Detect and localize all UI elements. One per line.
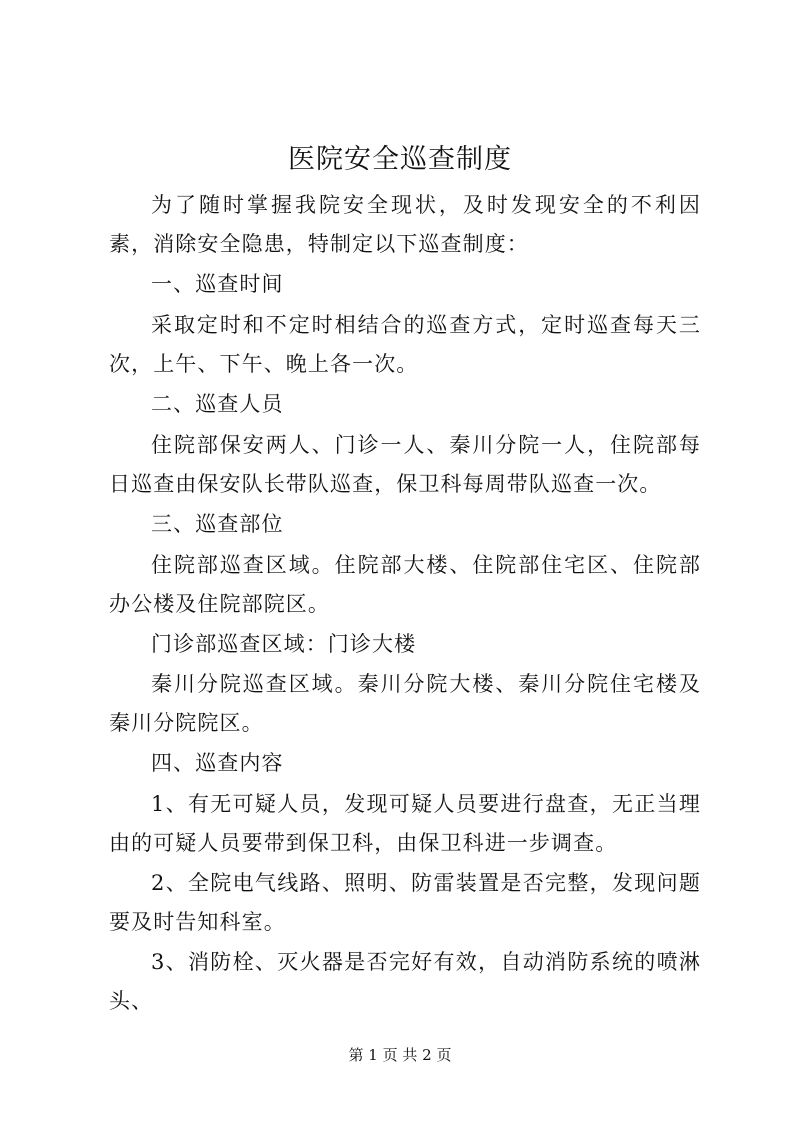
section-heading-content: 四、巡查内容 [151,751,284,775]
personnel-paragraph: 住院部保安两人、门诊一人、秦川分院一人，住院部每日巡查由保安队长带队巡查，保卫科每周带队巡查一次。 [109,433,701,496]
document-body [109,186,701,1022]
intro-paragraph: 为了随时掌握我院安全现状，及时发现安全的不利因素，消除安全隐患，特制定以下巡查制度： [109,193,701,256]
branch-area-paragraph: 秦川分院巡查区域。秦川分院大楼、秦川分院住宅楼及秦川分院院区。 [109,672,701,735]
section-heading-time: 一、巡查时间 [151,272,284,296]
content-item-2: 2、全院电气线路、照明、防雷装置是否完整，发现问题要及时告知科室。 [109,871,701,934]
inpatient-area-paragraph: 住院部巡查区域。住院部大楼、住院部住宅区、住院部办公楼及住院部院区。 [109,553,701,616]
outpatient-area-paragraph: 门诊部巡查区域：门诊大楼 [151,632,417,656]
document-title: 医院安全巡查制度 [288,144,512,175]
content-item-3: 3、消防栓、灭火器是否完好有效，自动消防系统的喷淋头、 [109,950,701,1013]
time-paragraph: 采取定时和不定时相结合的巡查方式，定时巡查每天三次，上午、下午、晚上各一次。 [109,313,701,376]
section-heading-locations: 三、巡查部位 [151,512,284,536]
page-footer: 第 1 页 共 2 页 [348,1046,452,1064]
content-item-1: 1、有无可疑人员，发现可疑人员要进行盘查，无正当理由的可疑人员要带到保卫科，由保卫科进一步调查。 [109,792,701,855]
section-heading-personnel: 二、巡查人员 [151,392,284,416]
